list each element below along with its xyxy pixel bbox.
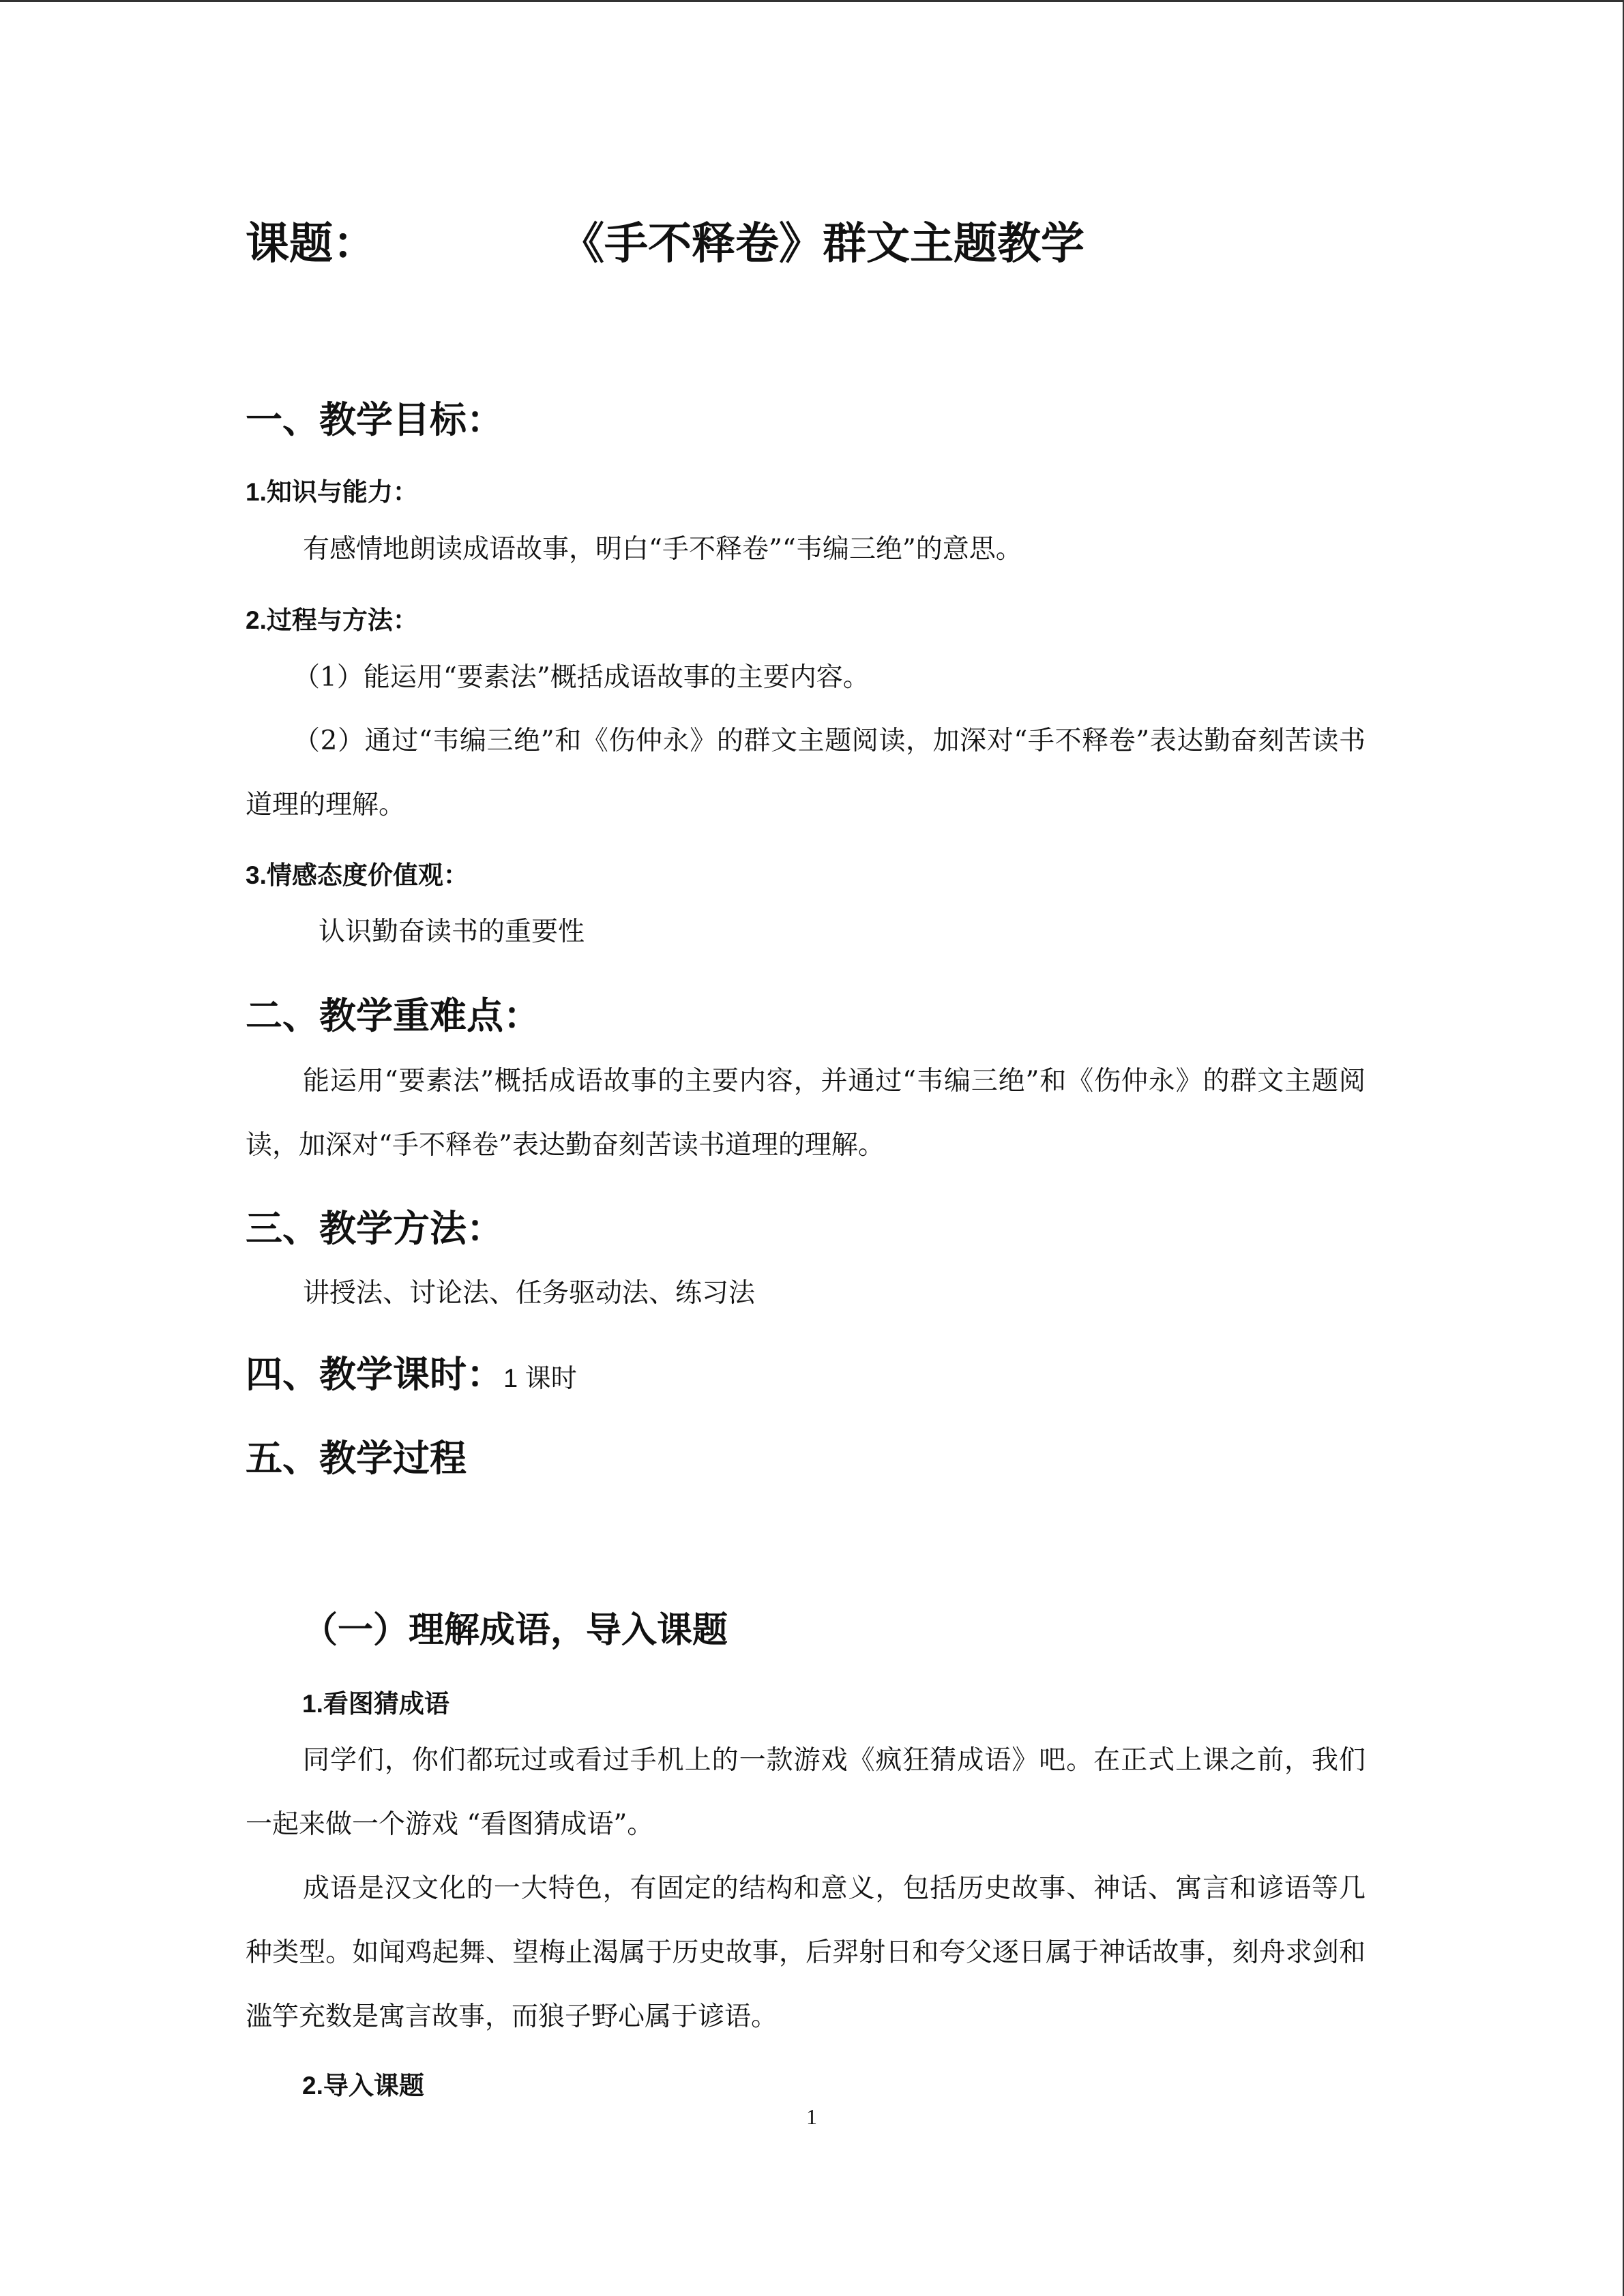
subheading-emotion: 3.情感态度价值观： <box>246 861 469 889</box>
subsection-heading-intro: （一）理解成语，导入课题 <box>302 1610 728 1651</box>
subheading-intro-topic: 2.导入课题 <box>302 2072 424 2100</box>
paragraph-process-1: （1）能运用“要素法”概括成语故事的主要内容。 <box>293 662 870 693</box>
paragraph-methods: 讲授法、讨论法、任务驱动法、练习法 <box>303 1278 756 1309</box>
paragraph-knowledge: 有感情地朗读成语故事，明白“手不释卷”“韦编三绝”的意思。 <box>303 534 1022 565</box>
paragraph-process-2: （2）通过“韦编三绝”和《伤仲永》的群文主题阅读，加深对“手不释卷”表达勤奋刻苦读书道理的理解。 <box>246 726 1365 820</box>
section-heading-process: 五、教学过程 <box>246 1437 467 1480</box>
subheading-guess-idiom: 1.看图猜成语 <box>302 1690 449 1718</box>
paragraph-guess-idiom: 同学们，你们都玩过或看过手机上的一款游戏《疯狂猜成语》吧。在正式上课之前，我们一起来做一个游戏 “看图猜成语”。 <box>246 1745 1365 1840</box>
section-heading-key-points: 二、教学重难点： <box>246 994 540 1037</box>
paragraph-emotion: 认识勤奋读书的重要性 <box>319 916 585 947</box>
section-heading-methods: 三、教学方法： <box>246 1207 503 1250</box>
subheading-process: 2.过程与方法： <box>246 606 418 634</box>
page-number: 1 <box>806 2104 817 2129</box>
section-heading-objectives: 一、教学目标： <box>246 398 503 441</box>
class-hours-value: 1 课时 <box>503 1365 577 1393</box>
title-label: 课题： <box>246 219 377 269</box>
paragraph-idiom-types: 成语是汉文化的一大特色，有固定的结构和意义，包括历史故事、神话、寓言和谚语等几种类型。如闻鸡起舞、望梅止渴属于历史故事，后羿射日和夸父逐日属于神话故事，刻舟求剑和滥竽充数是寓言故事，而狼子野心属于谚语。 <box>246 1873 1365 2032</box>
document-title <box>246 209 1084 271</box>
class-hours-label: 四、教学课时： <box>246 1353 503 1396</box>
section-heading-class-hours <box>246 1345 577 1398</box>
paragraph-key-points: 能运用“要素法”概括成语故事的主要内容，并通过“韦编三绝”和《伤仲永》的群文主题阅读，加深对“手不释卷”表达勤奋刻苦读书道理的理解。 <box>246 1066 1365 1161</box>
subheading-knowledge: 1.知识与能力： <box>246 478 418 506</box>
title-text: 《手不释卷》群文主题教学 <box>561 219 1084 269</box>
